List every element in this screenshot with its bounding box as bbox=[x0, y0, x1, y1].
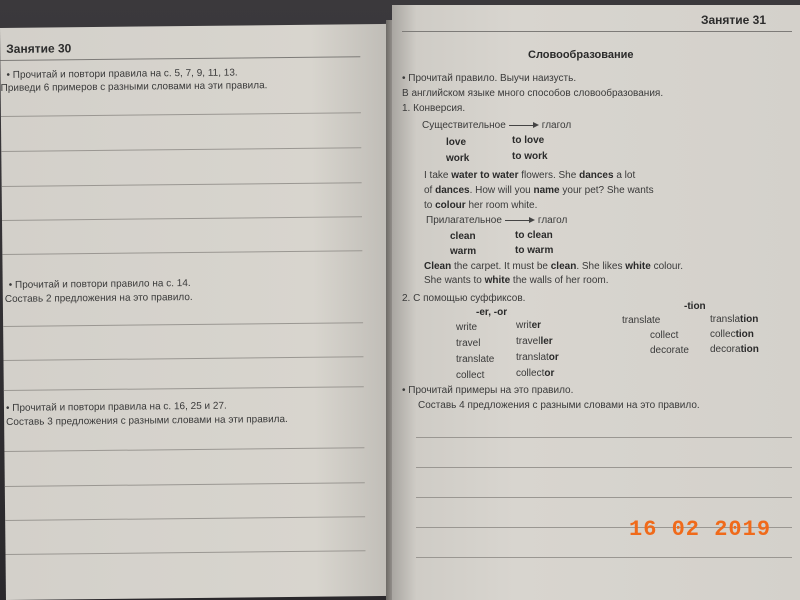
section-conversion: 1. Конверсия. bbox=[402, 103, 466, 114]
conv-word: clean bbox=[450, 231, 476, 242]
example-line: Clean the carpet. It must be clean. She likes white colour. bbox=[424, 261, 684, 272]
rule-instruction: • Прочитай правило. Выучи наизусть. bbox=[402, 73, 577, 84]
suffix-derived-word: translator bbox=[516, 352, 559, 363]
suffix-er-label: -er, -or bbox=[476, 307, 508, 318]
conv-verb: to warm bbox=[515, 245, 554, 256]
noun-to-verb-row bbox=[422, 120, 571, 132]
date-stamp: 16 02 2019 bbox=[629, 517, 772, 542]
adj-to-verb-row bbox=[426, 215, 567, 227]
writing-line bbox=[1, 147, 361, 152]
suffix-base-word: collect bbox=[650, 330, 679, 341]
conv-verb: to clean bbox=[515, 230, 553, 241]
rule-lead: В английском языке много способов словообразования. bbox=[402, 88, 664, 99]
right-page bbox=[392, 5, 800, 600]
task1-line2: Приведи 6 примеров с разными словами на эти правила. bbox=[0, 80, 268, 94]
writing-line bbox=[416, 467, 792, 468]
example-line: to colour her room white. bbox=[424, 200, 538, 211]
writing-line bbox=[2, 182, 362, 187]
suffix-base-word: translate bbox=[456, 354, 495, 365]
arrow-icon bbox=[509, 121, 539, 129]
writing-line bbox=[2, 250, 362, 255]
writing-line bbox=[5, 482, 365, 487]
writing-line bbox=[2, 216, 362, 221]
verb-label: глагол bbox=[537, 215, 568, 226]
suffix-derived-word: writer bbox=[516, 320, 542, 331]
section-suffixes: 2. С помощью суффиксов. bbox=[402, 293, 526, 304]
suffix-derived-word: traveller bbox=[516, 336, 553, 347]
example-line: of dances. How will you name your pet? She wants bbox=[424, 185, 654, 196]
conv-word: warm bbox=[450, 246, 477, 257]
example-line: She wants to white the walls of her room. bbox=[424, 275, 609, 286]
adj-label: Прилагательное bbox=[426, 215, 502, 226]
arrow-icon bbox=[505, 216, 535, 224]
conv-word: work bbox=[446, 153, 470, 164]
task2-line1: • Прочитай и повтори правило на с. 14. bbox=[8, 278, 191, 291]
writing-line bbox=[416, 437, 792, 438]
suffix-tion-label: -tion bbox=[684, 301, 706, 312]
task-line1: • Прочитай примеры на это правило. bbox=[402, 385, 574, 396]
task-line2: Составь 4 предложения с разными словами на это правило. bbox=[418, 400, 700, 411]
writing-line bbox=[5, 516, 365, 521]
suffix-base-word: travel bbox=[456, 338, 481, 349]
writing-line bbox=[3, 322, 363, 327]
task1-line1: • Прочитай и повтори правила на с. 5, 7, 9, 11, 13. bbox=[6, 67, 238, 81]
suffix-base-word: write bbox=[456, 322, 478, 333]
conv-verb: to work bbox=[512, 151, 548, 162]
writing-line bbox=[416, 497, 792, 498]
suffix-derived-word: collection bbox=[710, 329, 754, 340]
verb-label: глагол bbox=[541, 120, 572, 131]
suffix-derived-word: translation bbox=[710, 314, 759, 325]
task3-line1: • Прочитай и повтори правила на с. 16, 25 и 27. bbox=[5, 400, 227, 414]
left-page-header: Занятие 30 bbox=[6, 41, 72, 56]
right-page-header: Занятие 31 bbox=[700, 13, 766, 27]
writing-line bbox=[1, 112, 361, 117]
suffix-derived-word: decoration bbox=[710, 344, 759, 355]
noun-label: Существительное bbox=[422, 120, 506, 131]
writing-line bbox=[416, 557, 792, 558]
example-line: I take water to water flowers. She dances a lot bbox=[424, 170, 636, 181]
suffix-base-word: collect bbox=[456, 370, 485, 381]
section-title: Словообразование bbox=[528, 49, 634, 61]
header-rule bbox=[0, 56, 360, 61]
conv-verb: to love bbox=[512, 135, 545, 146]
suffix-derived-word: collector bbox=[516, 368, 555, 379]
writing-line bbox=[6, 550, 366, 555]
conv-word: love bbox=[446, 137, 467, 148]
header-rule bbox=[402, 31, 792, 32]
left-page bbox=[0, 24, 394, 600]
suffix-base-word: decorate bbox=[650, 345, 689, 356]
task2-line2: Составь 2 предложения на это правило. bbox=[4, 291, 193, 305]
suffix-base-word: translate bbox=[622, 315, 661, 326]
task3-line2: Составь 3 предложения с разными словами на эти правила. bbox=[6, 414, 288, 428]
writing-line bbox=[4, 386, 364, 391]
writing-line bbox=[4, 447, 364, 452]
writing-line bbox=[3, 356, 363, 361]
